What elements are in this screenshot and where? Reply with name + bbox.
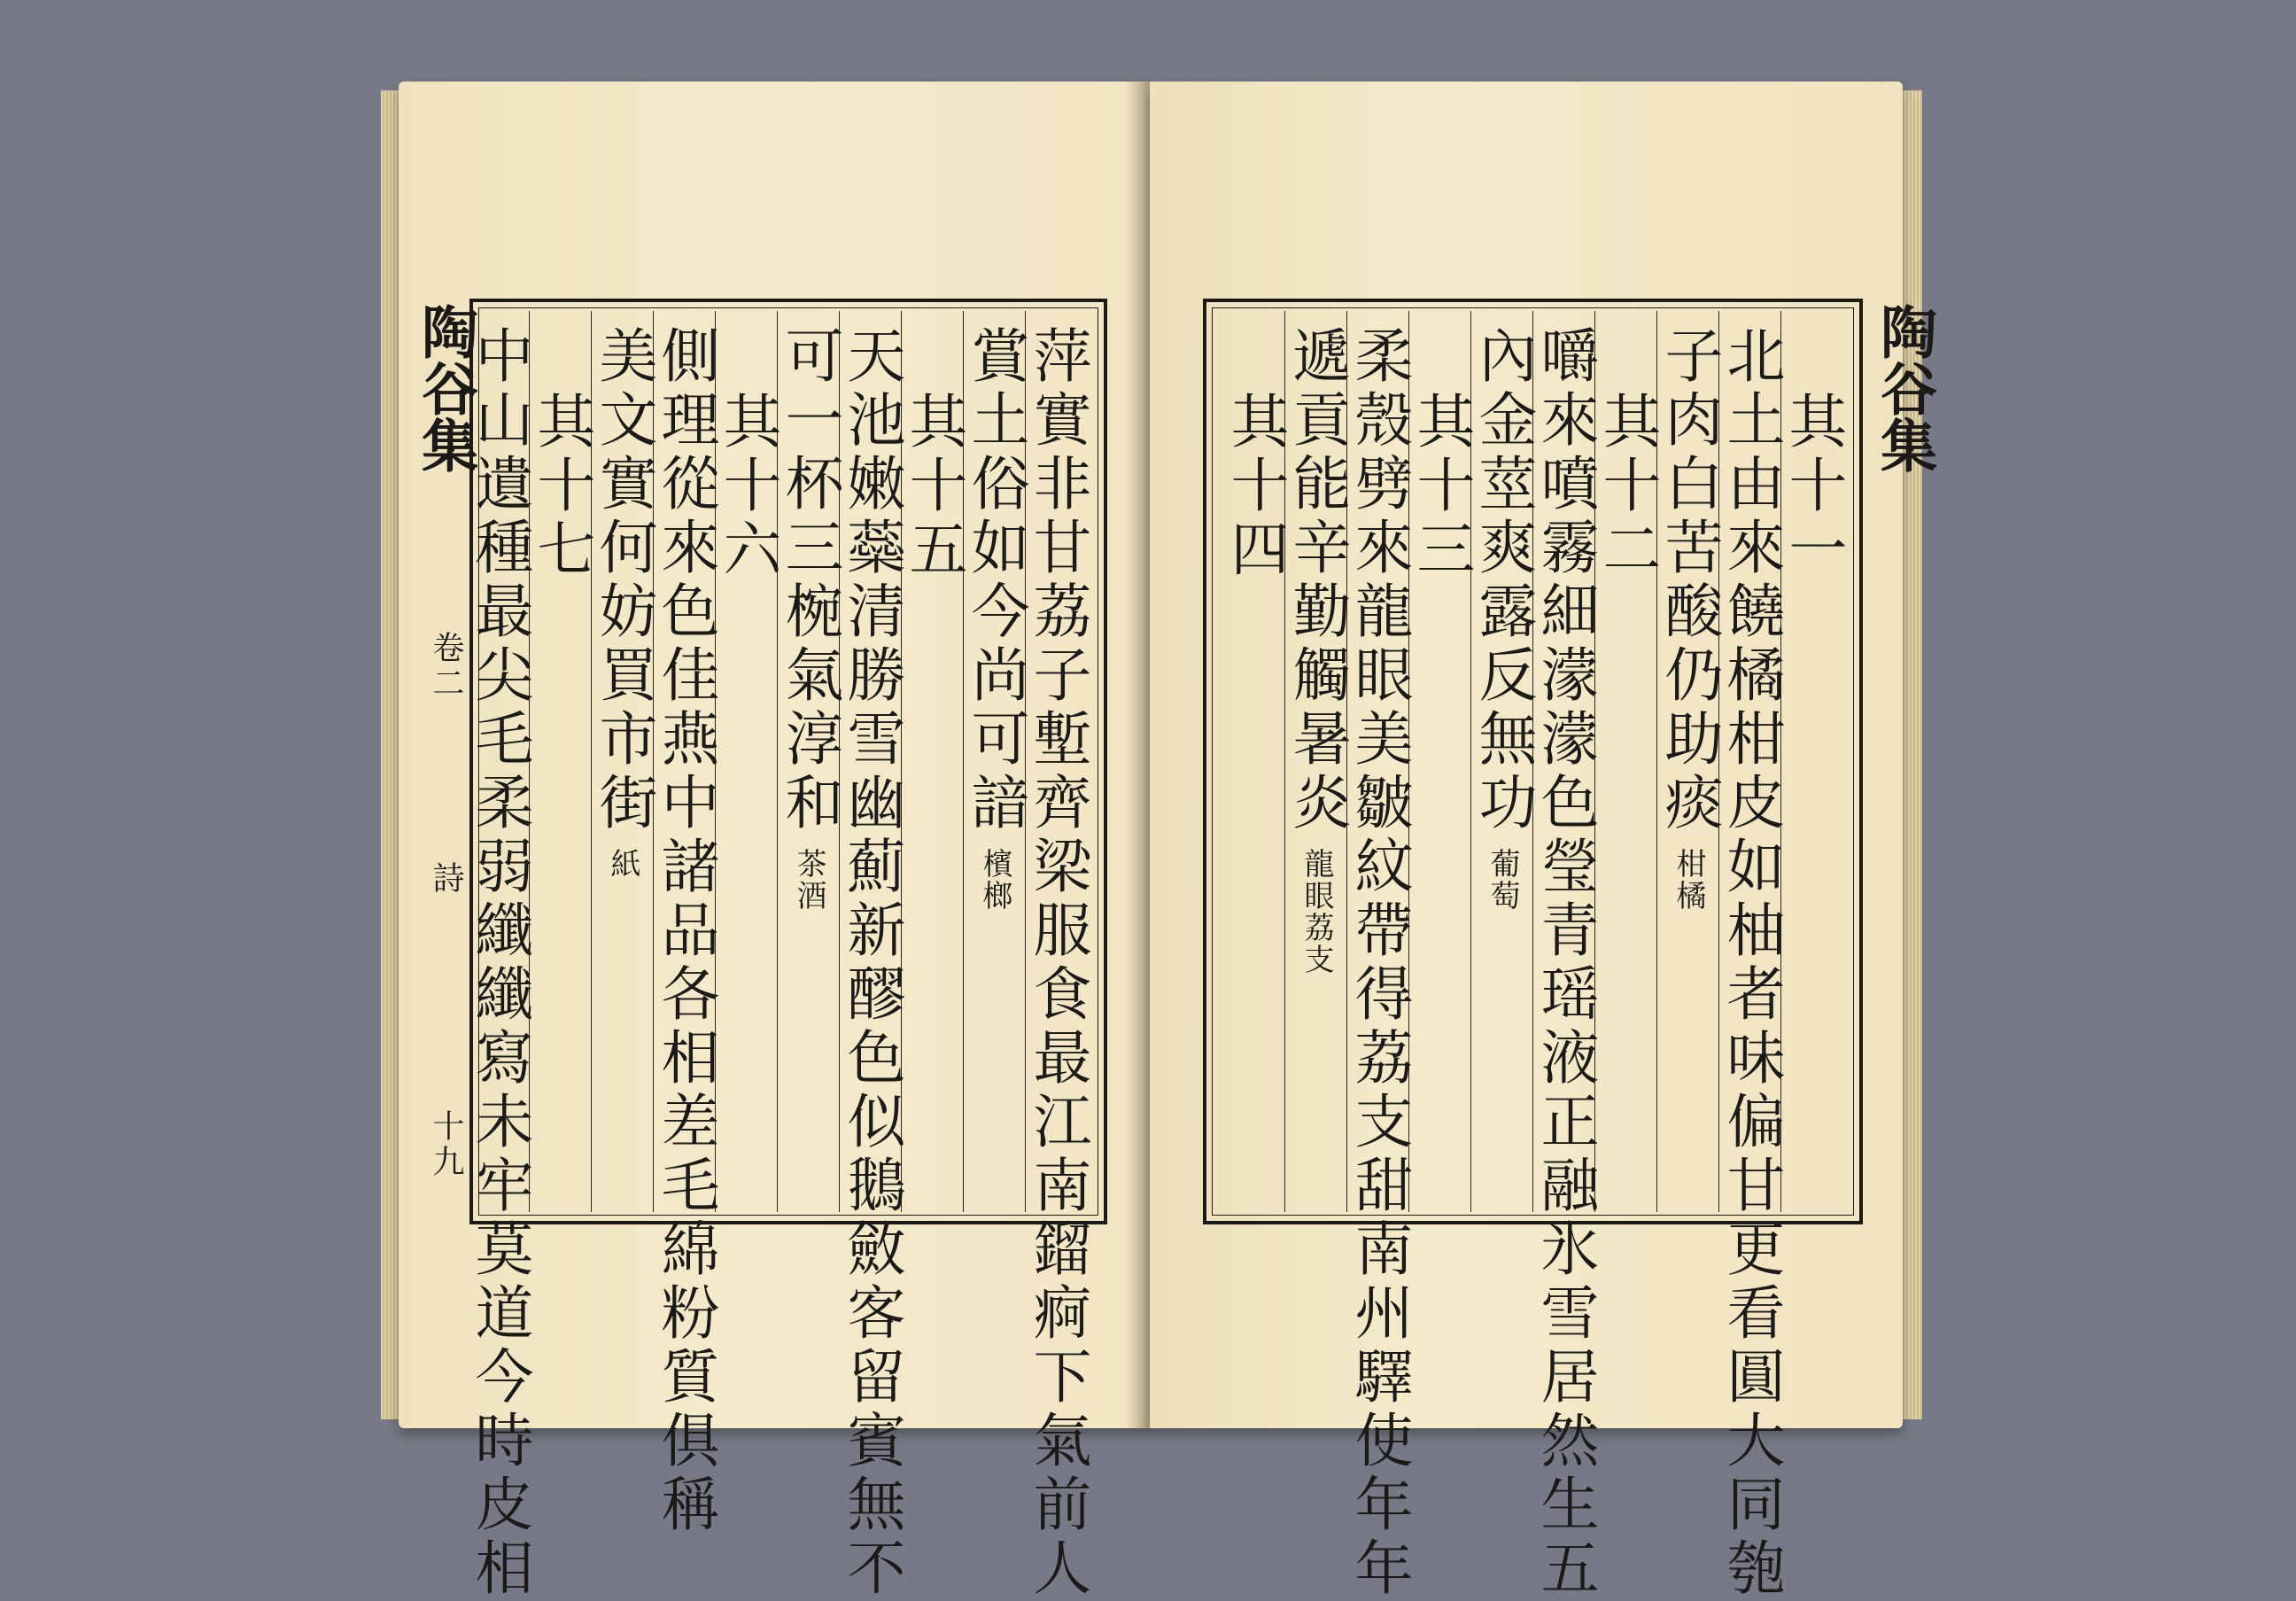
subject-note: 葡萄 [1485, 848, 1520, 912]
text-column: 柔殼劈來龍眼美皺紋帶得荔支甜南州驛使年年 [1345, 325, 1413, 1601]
text-column: 中山遺種最尖毛柔弱纖纖寫未牢莫道今時皮相 [465, 325, 533, 1601]
poem-heading: 其十六 [713, 391, 781, 582]
subject-note: 龍眼荔支 [1299, 848, 1334, 975]
poem-heading: 其十一 [1779, 391, 1847, 582]
text-column: 天池嫩蘂清勝雪幽薊新醪色似鵝斂客留賓無不 [837, 325, 905, 1601]
text-column: 北土由來饒橘柑皮如柚者味偏甘更看圓大同匏 [1717, 325, 1785, 1601]
poem-heading: 其十四 [1221, 391, 1289, 582]
subject-note: 茶酒 [791, 848, 826, 912]
open-book [381, 64, 1937, 1601]
text-column: 賞土俗如今尚可諳檳榔 [961, 325, 1029, 912]
folio-number: 十九 [428, 1109, 464, 1180]
text-column: 遞貢能辛勤觸暑炎龍眼荔支 [1283, 325, 1351, 975]
text-column: 可一杯三椀氣淳和茶酒 [775, 325, 843, 912]
left-text-frame [465, 299, 1107, 1601]
text-column: 萍實非甘荔子塹齊梁服食最江南鎦痾下氣前人 [1023, 325, 1091, 1601]
genre-label: 詩 [428, 861, 464, 897]
book-title: 陶谷集 [412, 303, 478, 473]
subject-note: 紙 [605, 848, 640, 880]
book-title: 陶谷集 [1871, 303, 1937, 473]
left-page [399, 82, 1152, 1601]
subject-note: 柑橘 [1671, 848, 1706, 912]
right-page-margin-title [1863, 303, 1944, 473]
poem-heading: 其十七 [527, 391, 595, 582]
poem-heading: 其十三 [1407, 391, 1475, 582]
right-page [1150, 82, 1937, 1601]
poem-heading: 其十二 [1593, 391, 1661, 582]
text-column: 側理從來色佳燕中諸品各相差毛綿粉質俱稱 [651, 325, 719, 1537]
text-column: 子肉白苦酸仍助痰柑橘 [1655, 325, 1723, 912]
poem-heading: 其十五 [899, 391, 967, 582]
volume-label: 卷二 [428, 631, 464, 702]
right-text-frame [1203, 299, 1863, 1601]
text-column: 嚼來噴霧細濛濛色瑩青瑶液正融氷雪居然生五 [1531, 325, 1599, 1601]
text-column: 美文實何妨買市街紙 [589, 325, 657, 880]
text-column: 內金莖爽露反無功葡萄 [1469, 325, 1537, 912]
subject-note: 檳榔 [977, 848, 1012, 912]
